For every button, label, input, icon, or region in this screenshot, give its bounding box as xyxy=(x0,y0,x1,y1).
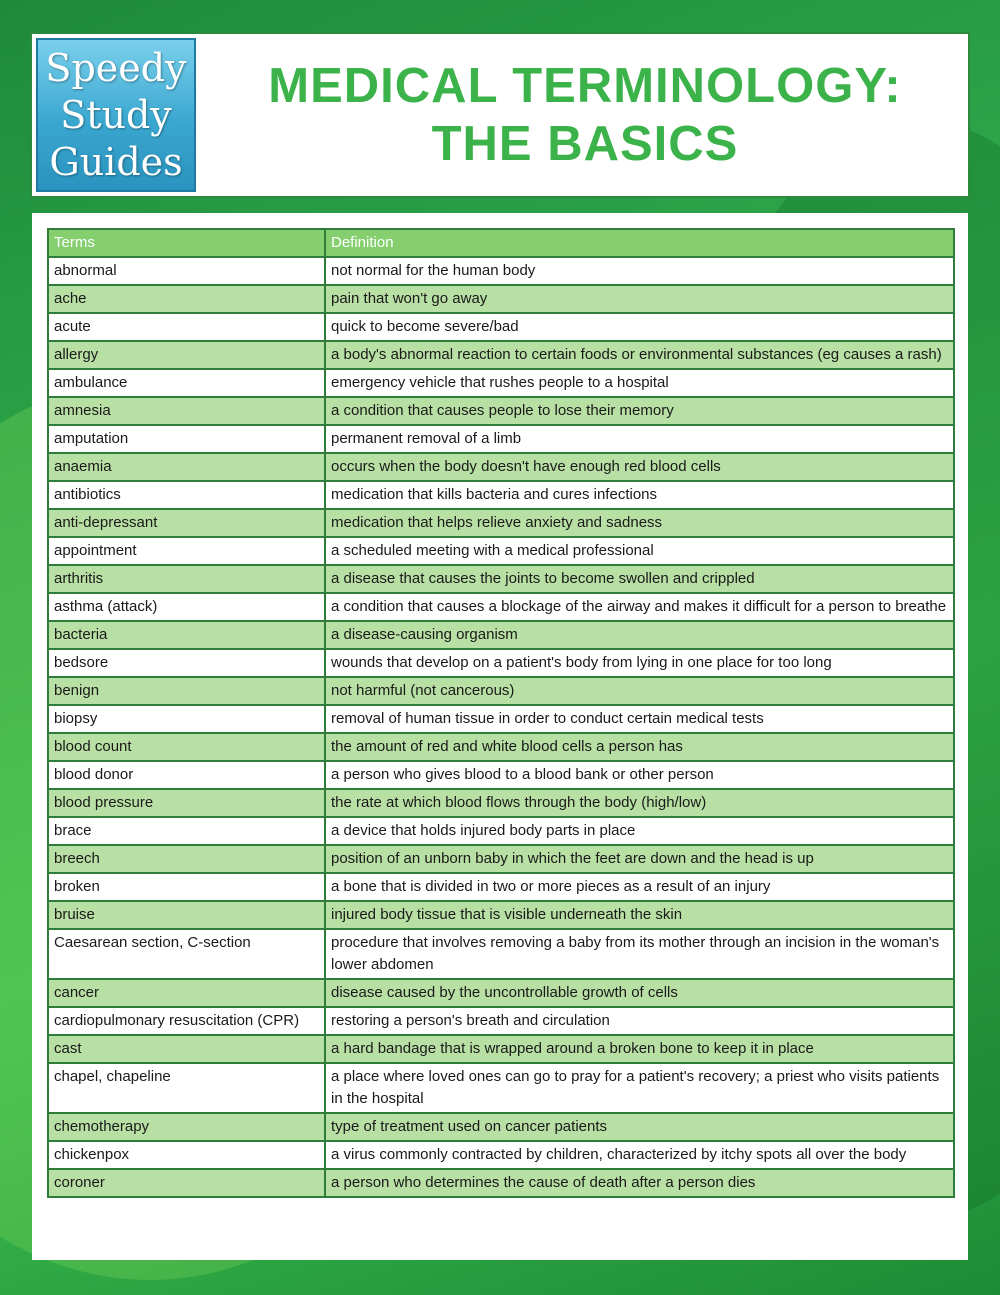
term-cell: broken xyxy=(48,873,325,901)
definition-cell: a condition that causes people to lose their memory xyxy=(325,397,954,425)
table-row xyxy=(48,733,954,761)
term-cell: anaemia xyxy=(48,453,325,481)
table-row xyxy=(48,873,954,901)
definition-cell: disease caused by the uncontrollable growth of cells xyxy=(325,979,954,1007)
definition-cell: a hard bandage that is wrapped around a broken bone to keep it in place xyxy=(325,1035,954,1063)
term-cell: coroner xyxy=(48,1169,325,1197)
header xyxy=(30,32,970,198)
table-row xyxy=(48,257,954,285)
title-line-1: MEDICAL TERMINOLOGY: xyxy=(268,59,902,113)
term-cell: Caesarean section, C-section xyxy=(48,929,325,979)
definition-cell: permanent removal of a limb xyxy=(325,425,954,453)
term-cell: asthma (attack) xyxy=(48,593,325,621)
table-row xyxy=(48,285,954,313)
definition-cell: restoring a person's breath and circulation xyxy=(325,1007,954,1035)
definition-cell: type of treatment used on cancer patients xyxy=(325,1113,954,1141)
table-header-row xyxy=(48,229,954,257)
table-row xyxy=(48,979,954,1007)
table-row xyxy=(48,1113,954,1141)
header-definition: Definition xyxy=(325,229,954,257)
content-sheet xyxy=(32,213,968,1260)
definition-cell: pain that won't go away xyxy=(325,285,954,313)
table-row xyxy=(48,845,954,873)
term-cell: benign xyxy=(48,677,325,705)
definition-cell: a virus commonly contracted by children, characterized by itchy spots all over the body xyxy=(325,1141,954,1169)
term-cell: amnesia xyxy=(48,397,325,425)
term-cell: appointment xyxy=(48,537,325,565)
term-cell: ambulance xyxy=(48,369,325,397)
term-cell: cardiopulmonary resuscitation (CPR) xyxy=(48,1007,325,1035)
header-terms: Terms xyxy=(48,229,325,257)
definition-cell: occurs when the body doesn't have enough red blood cells xyxy=(325,453,954,481)
definition-cell: wounds that develop on a patient's body from lying in one place for too long xyxy=(325,649,954,677)
term-cell: chemotherapy xyxy=(48,1113,325,1141)
logo-line-2: Study xyxy=(60,92,172,137)
definition-cell: procedure that involves removing a baby from its mother through an incision in the woman's lower abdomen xyxy=(325,929,954,979)
terms-table xyxy=(47,228,955,1198)
definition-cell: not normal for the human body xyxy=(325,257,954,285)
table-row xyxy=(48,565,954,593)
definition-cell: emergency vehicle that rushes people to a hospital xyxy=(325,369,954,397)
definition-cell: a place where loved ones can go to pray for a patient's recovery; a priest who visits patients in the hospital xyxy=(325,1063,954,1113)
definition-cell: a bone that is divided in two or more pieces as a result of an injury xyxy=(325,873,954,901)
definition-cell: the amount of red and white blood cells a person has xyxy=(325,733,954,761)
table-row xyxy=(48,537,954,565)
term-cell: brace xyxy=(48,817,325,845)
title-line-2: THE BASICS xyxy=(431,117,739,171)
table-row xyxy=(48,1063,954,1113)
term-cell: anti-depressant xyxy=(48,509,325,537)
speedy-study-guides-logo xyxy=(36,38,196,192)
definition-cell: a person who gives blood to a blood bank or other person xyxy=(325,761,954,789)
table-row xyxy=(48,789,954,817)
page-title xyxy=(202,34,968,196)
definition-cell: a person who determines the cause of death after a person dies xyxy=(325,1169,954,1197)
table-row xyxy=(48,593,954,621)
term-cell: ache xyxy=(48,285,325,313)
term-cell: abnormal xyxy=(48,257,325,285)
table-row xyxy=(48,817,954,845)
table-row xyxy=(48,509,954,537)
term-cell: arthritis xyxy=(48,565,325,593)
term-cell: bacteria xyxy=(48,621,325,649)
definition-cell: a body's abnormal reaction to certain foods or environmental substances (eg causes a rash) xyxy=(325,341,954,369)
table-row xyxy=(48,901,954,929)
term-cell: blood pressure xyxy=(48,789,325,817)
definition-cell: position of an unborn baby in which the feet are down and the head is up xyxy=(325,845,954,873)
logo-line-3: Guides xyxy=(49,139,183,184)
table-row xyxy=(48,453,954,481)
definition-cell: a disease that causes the joints to become swollen and crippled xyxy=(325,565,954,593)
definition-cell: medication that kills bacteria and cures infections xyxy=(325,481,954,509)
definition-cell: quick to become severe/bad xyxy=(325,313,954,341)
definition-cell: not harmful (not cancerous) xyxy=(325,677,954,705)
term-cell: chapel, chapeline xyxy=(48,1063,325,1113)
table-row xyxy=(48,1035,954,1063)
table-row xyxy=(48,481,954,509)
table-body xyxy=(48,257,954,1197)
term-cell: chickenpox xyxy=(48,1141,325,1169)
table-row xyxy=(48,1169,954,1197)
definition-cell: removal of human tissue in order to conduct certain medical tests xyxy=(325,705,954,733)
definition-cell: the rate at which blood flows through the body (high/low) xyxy=(325,789,954,817)
table-row xyxy=(48,929,954,979)
term-cell: blood donor xyxy=(48,761,325,789)
logo-line-1: Speedy xyxy=(45,45,187,90)
term-cell: blood count xyxy=(48,733,325,761)
table-row xyxy=(48,761,954,789)
term-cell: breech xyxy=(48,845,325,873)
table-row xyxy=(48,649,954,677)
table-row xyxy=(48,677,954,705)
table-row xyxy=(48,1007,954,1035)
term-cell: cast xyxy=(48,1035,325,1063)
definition-cell: injured body tissue that is visible underneath the skin xyxy=(325,901,954,929)
table-row xyxy=(48,1141,954,1169)
term-cell: bedsore xyxy=(48,649,325,677)
table-row xyxy=(48,425,954,453)
definition-cell: a scheduled meeting with a medical professional xyxy=(325,537,954,565)
table-row xyxy=(48,313,954,341)
term-cell: acute xyxy=(48,313,325,341)
table-row xyxy=(48,397,954,425)
definition-cell: a disease-causing organism xyxy=(325,621,954,649)
term-cell: bruise xyxy=(48,901,325,929)
definition-cell: a device that holds injured body parts in place xyxy=(325,817,954,845)
term-cell: biopsy xyxy=(48,705,325,733)
table-row xyxy=(48,341,954,369)
definition-cell: a condition that causes a blockage of the airway and makes it difficult for a person to breathe xyxy=(325,593,954,621)
table-row xyxy=(48,369,954,397)
term-cell: antibiotics xyxy=(48,481,325,509)
table-row xyxy=(48,621,954,649)
term-cell: cancer xyxy=(48,979,325,1007)
table-row xyxy=(48,705,954,733)
term-cell: amputation xyxy=(48,425,325,453)
definition-cell: medication that helps relieve anxiety and sadness xyxy=(325,509,954,537)
term-cell: allergy xyxy=(48,341,325,369)
